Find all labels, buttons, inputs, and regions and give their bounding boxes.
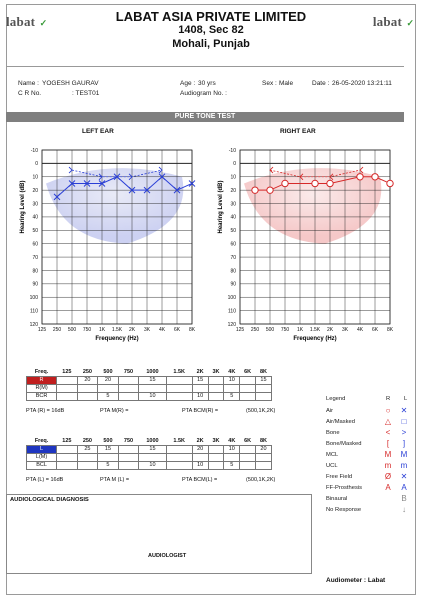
legend-symbol-right: M	[384, 450, 392, 459]
table-cell	[57, 445, 78, 453]
table-cell: 15	[139, 376, 166, 384]
x-tick-label: 6K	[173, 327, 181, 333]
legend-col-r: R	[386, 396, 391, 402]
row-label: BCL	[27, 461, 57, 469]
legend-item-label: Binaural	[326, 496, 348, 502]
x-tick-label: 125	[235, 327, 245, 333]
legend-symbol-left: ✕	[400, 472, 408, 481]
pure-tone-test-band: PURE TONE TEST	[6, 112, 404, 122]
y-tick-label: 10	[32, 174, 38, 181]
table-cell	[166, 392, 192, 400]
x-axis-label: Frequency (Hz)	[293, 336, 337, 342]
air-marker-o	[357, 174, 363, 180]
table-cell	[192, 384, 208, 392]
y-tick-label: 80	[230, 268, 236, 275]
date-label: Date :	[312, 80, 330, 87]
bone-marker	[69, 167, 72, 173]
table-row	[27, 445, 272, 453]
row-label: L	[27, 445, 57, 453]
row-label: L(M)	[27, 453, 57, 461]
legend-symbol-right: m	[384, 461, 392, 470]
logo-left: labat ✓	[6, 14, 48, 29]
y-tick-label: -10	[228, 147, 236, 154]
logo-right: labat ✓	[372, 14, 414, 29]
company-name: LABAT ASIA PRIVATE LIMITED	[115, 9, 307, 24]
table-header-cell: 1000	[146, 437, 159, 444]
table-cell	[208, 376, 224, 384]
air-marker-o	[387, 180, 393, 186]
table-cell	[98, 453, 119, 461]
legend-item-label: FF-Prosthesis	[326, 485, 363, 491]
legend-symbol-left: >	[401, 428, 407, 437]
pta-freqs-right: (500,1K,2K)	[246, 408, 276, 414]
y-tick-label: 50	[230, 228, 236, 235]
table-header-cell: 2K	[196, 437, 204, 444]
y-axis-label: Hearing Level (dB)	[20, 180, 26, 234]
legend-symbol-left: A	[401, 483, 407, 492]
right-ear-table	[26, 368, 272, 401]
table-header-cell: 1.5K	[173, 437, 185, 444]
age-value: 30 yrs	[198, 80, 216, 87]
table-row	[27, 461, 272, 469]
right-ear-audiogram	[218, 148, 394, 342]
x-tick-label: 2K	[128, 327, 136, 333]
audiometer-label: Audiometer : Labat	[326, 577, 386, 584]
patient-name: YOGESH GAURAV	[42, 80, 99, 87]
table-cell	[118, 392, 139, 400]
table-header-cell: 3K	[212, 368, 220, 375]
legend-symbol-right: Ø	[384, 472, 392, 481]
table-cell	[57, 376, 78, 384]
legend-col-l: L	[404, 396, 408, 402]
x-tick-label: 8K	[188, 327, 196, 333]
y-tick-label: 10	[230, 174, 236, 181]
table-cell: 20	[98, 376, 119, 384]
y-tick-label: 40	[32, 214, 38, 221]
table-cell: 10	[192, 461, 208, 469]
table-cell	[255, 384, 271, 392]
table-cell: 10	[224, 445, 240, 453]
table-cell	[57, 453, 78, 461]
table-cell: 20	[255, 445, 271, 453]
table-cell: 15	[192, 376, 208, 384]
age-label: Age :	[180, 80, 196, 87]
table-header-cell: 3K	[212, 437, 220, 444]
y-tick-label: 100	[227, 295, 236, 302]
table-cell	[98, 384, 119, 392]
y-tick-label: 30	[230, 201, 236, 208]
y-tick-label: 40	[230, 214, 236, 221]
patient-name-label: Name :	[18, 80, 39, 87]
right-ear-title: RIGHT EAR	[280, 128, 316, 135]
y-tick-label: 20	[230, 187, 236, 194]
legend-symbol-left: ✕	[400, 406, 408, 415]
table-cell: 10	[139, 461, 166, 469]
table-cell	[240, 384, 256, 392]
table-header-cell: 4K	[228, 437, 236, 444]
x-tick-label: 750	[82, 327, 92, 333]
table-cell: 5	[98, 392, 119, 400]
legend-symbol-right: ○	[385, 406, 391, 415]
table-cell	[166, 453, 192, 461]
table-cell	[77, 392, 98, 400]
y-tick-label: 120	[227, 321, 236, 328]
diagnosis-title: AUDIOLOGICAL DIAGNOSIS	[10, 497, 89, 503]
table-cell	[139, 384, 166, 392]
table-cell	[118, 445, 139, 453]
table-header-cell: 250	[82, 368, 92, 375]
table-cell: 20	[77, 376, 98, 384]
x-tick-label: 3K	[143, 327, 151, 333]
x-tick-label: 8K	[386, 327, 394, 333]
table-header-cell: 750	[123, 368, 134, 375]
table-header-cell: 125	[62, 437, 72, 444]
y-tick-label: 50	[32, 228, 38, 235]
legend-item-label: Air	[326, 408, 334, 414]
pta-m-right: PTA M(R) =	[100, 408, 129, 414]
legend-symbol-left: ]	[402, 439, 406, 448]
y-tick-label: 120	[29, 321, 38, 328]
table-cell	[118, 453, 139, 461]
table-cell: 25	[77, 445, 98, 453]
y-tick-label: 20	[32, 187, 38, 194]
table-row	[27, 453, 272, 461]
audiologist-label: AUDIOLOGIST	[148, 553, 187, 559]
table-cell	[240, 461, 256, 469]
row-label: BCR	[27, 392, 57, 400]
table-cell	[77, 461, 98, 469]
pta-freqs-left: (500,1K,2K)	[246, 477, 276, 483]
air-marker-o	[312, 180, 318, 186]
air-marker-o	[267, 187, 273, 193]
table-cell	[240, 453, 256, 461]
table-cell: 5	[98, 461, 119, 469]
table-header-cell: 8K	[259, 368, 267, 375]
table-cell	[118, 376, 139, 384]
y-tick-label: 0	[35, 161, 38, 168]
legend-symbol-left: M	[400, 450, 408, 459]
legend-symbol-right: <	[385, 428, 391, 437]
table-cell: 10	[224, 376, 240, 384]
legend-item-label: Air/Masked	[326, 419, 355, 425]
x-tick-label: 4K	[158, 327, 166, 333]
table-cell: 15	[255, 376, 271, 384]
legend-symbol-left: m	[400, 461, 408, 470]
row-label: R	[27, 376, 57, 384]
legend-symbol-left: ↓	[402, 505, 406, 514]
diagnosis-box	[6, 494, 312, 574]
pta-bcm-right: PTA BCM(R) =	[182, 408, 219, 414]
table-header-cell: Freq.	[34, 437, 49, 444]
table-cell	[255, 461, 271, 469]
table-cell	[77, 384, 98, 392]
legend-item-label: Free Field	[326, 474, 353, 480]
legend-symbol-right: [	[386, 439, 390, 448]
pta-m-left: PTA M (L) =	[100, 477, 130, 483]
x-tick-label: 250	[250, 327, 260, 333]
table-cell	[57, 384, 78, 392]
table-cell	[224, 453, 240, 461]
x-tick-label: 250	[52, 327, 62, 333]
y-tick-label: 110	[228, 308, 236, 315]
table-cell	[208, 392, 224, 400]
table-header-cell: 2K	[196, 368, 204, 375]
x-tick-label: 125	[37, 327, 47, 333]
x-tick-label: 2K	[326, 327, 334, 333]
table-cell	[77, 453, 98, 461]
table-row	[27, 376, 272, 384]
x-tick-label: 500	[265, 327, 275, 333]
table-header-cell: 1.5K	[173, 368, 185, 375]
x-axis-label: Frequency (Hz)	[95, 336, 139, 342]
table-cell	[208, 453, 224, 461]
table-cell	[240, 445, 256, 453]
sex-value: Male	[279, 80, 294, 87]
table-header-cell: 125	[62, 368, 72, 375]
pta-bcm-left: PTA BCM(L) =	[182, 477, 218, 483]
air-marker-o	[252, 187, 258, 193]
table-cell	[118, 461, 139, 469]
y-tick-label: 90	[32, 281, 38, 288]
table-cell	[208, 445, 224, 453]
row-label: R(M)	[27, 384, 57, 392]
air-marker-o	[327, 180, 333, 186]
table-cell	[240, 376, 256, 384]
cr-label: C R No.	[18, 90, 42, 97]
table-cell: 10	[192, 392, 208, 400]
left-ear-title: LEFT EAR	[82, 128, 114, 135]
legend-item-label: Bone/Masked	[326, 441, 362, 447]
table-cell	[255, 392, 271, 400]
legend-symbol-right: △	[384, 417, 392, 426]
address-line-2: Mohali, Punjab	[172, 38, 250, 50]
x-tick-label: 1.5K	[309, 327, 321, 333]
table-header-cell: 4K	[228, 368, 236, 375]
logo-text: labat	[372, 14, 402, 29]
table-cell: 20	[192, 445, 208, 453]
table-cell	[240, 392, 256, 400]
table-cell	[208, 461, 224, 469]
table-cell	[57, 461, 78, 469]
table-row	[27, 392, 272, 400]
table-header-row	[27, 437, 272, 445]
table-cell	[166, 384, 192, 392]
table-cell: 15	[98, 445, 119, 453]
x-tick-label: 750	[280, 327, 290, 333]
y-tick-label: 110	[30, 308, 38, 315]
table-header-cell: 750	[123, 437, 134, 444]
legend-symbol-right: A	[385, 483, 391, 492]
pta-left: PTA (L) = 16dB	[26, 477, 64, 483]
logo-text: labat	[6, 14, 36, 29]
x-tick-label: 1K	[98, 327, 106, 333]
table-header-cell: 500	[103, 368, 113, 375]
table-cell	[192, 453, 208, 461]
y-tick-label: 80	[32, 268, 38, 275]
table-cell: 5	[224, 392, 240, 400]
table-header-cell: 500	[103, 437, 113, 444]
table-cell	[118, 384, 139, 392]
table-cell	[208, 384, 224, 392]
legend-symbol-left: □	[401, 417, 407, 426]
table-header-cell: 6K	[244, 437, 252, 444]
table-cell	[166, 376, 192, 384]
table-cell: 10	[139, 392, 166, 400]
table-header-row	[27, 368, 272, 376]
pta-right: PTA (R) = 16dB	[26, 408, 65, 414]
table-cell	[166, 445, 192, 453]
date-value: 26-05-2020 13:21:11	[332, 80, 392, 87]
air-marker-o	[282, 180, 288, 186]
legend-item-label: UCL	[326, 463, 338, 469]
y-axis-label: Hearing Level (dB)	[218, 180, 224, 234]
legend-symbol-left: B	[401, 494, 407, 503]
table-header-cell: 6K	[244, 368, 252, 375]
table-header-cell: Freq.	[34, 368, 49, 375]
y-tick-label: 100	[29, 295, 38, 302]
table-cell	[57, 392, 78, 400]
table-cell: 15	[139, 445, 166, 453]
legend-item-label: MCL	[326, 452, 339, 458]
sex-label: Sex :	[262, 80, 277, 87]
table-cell: 5	[224, 461, 240, 469]
x-tick-label: 4K	[356, 327, 364, 333]
x-tick-label: 500	[67, 327, 77, 333]
table-cell	[139, 453, 166, 461]
x-tick-label: 3K	[341, 327, 349, 333]
y-tick-label: 60	[230, 241, 236, 248]
legend-item-label: Bone	[326, 430, 340, 436]
y-tick-label: 70	[32, 254, 38, 261]
table-row	[27, 384, 272, 392]
y-tick-label: 70	[230, 254, 236, 261]
legend-item-label: No Response	[326, 507, 362, 513]
table-header-cell: 8K	[259, 437, 267, 444]
y-tick-label: 90	[230, 281, 236, 288]
left-ear-audiogram	[20, 148, 196, 342]
x-tick-label: 6K	[371, 327, 379, 333]
table-header-cell: 250	[82, 437, 92, 444]
y-tick-label: -10	[30, 147, 38, 154]
air-marker-o	[372, 174, 378, 180]
table-header-cell: 1000	[146, 368, 159, 375]
legend-title: Legend	[326, 396, 346, 402]
table-cell	[255, 453, 271, 461]
cr-value: : TEST01	[72, 90, 100, 97]
x-tick-label: 1.5K	[111, 327, 123, 333]
table-cell	[224, 384, 240, 392]
x-tick-label: 1K	[296, 327, 304, 333]
address-line-1: 1408, Sec 82	[178, 24, 244, 36]
y-tick-label: 0	[233, 161, 236, 168]
y-tick-label: 30	[32, 201, 38, 208]
table-cell	[166, 461, 192, 469]
audiogram-no-label: Audiogram No. :	[180, 90, 227, 97]
left-ear-table	[26, 437, 272, 470]
y-tick-label: 60	[32, 241, 38, 248]
